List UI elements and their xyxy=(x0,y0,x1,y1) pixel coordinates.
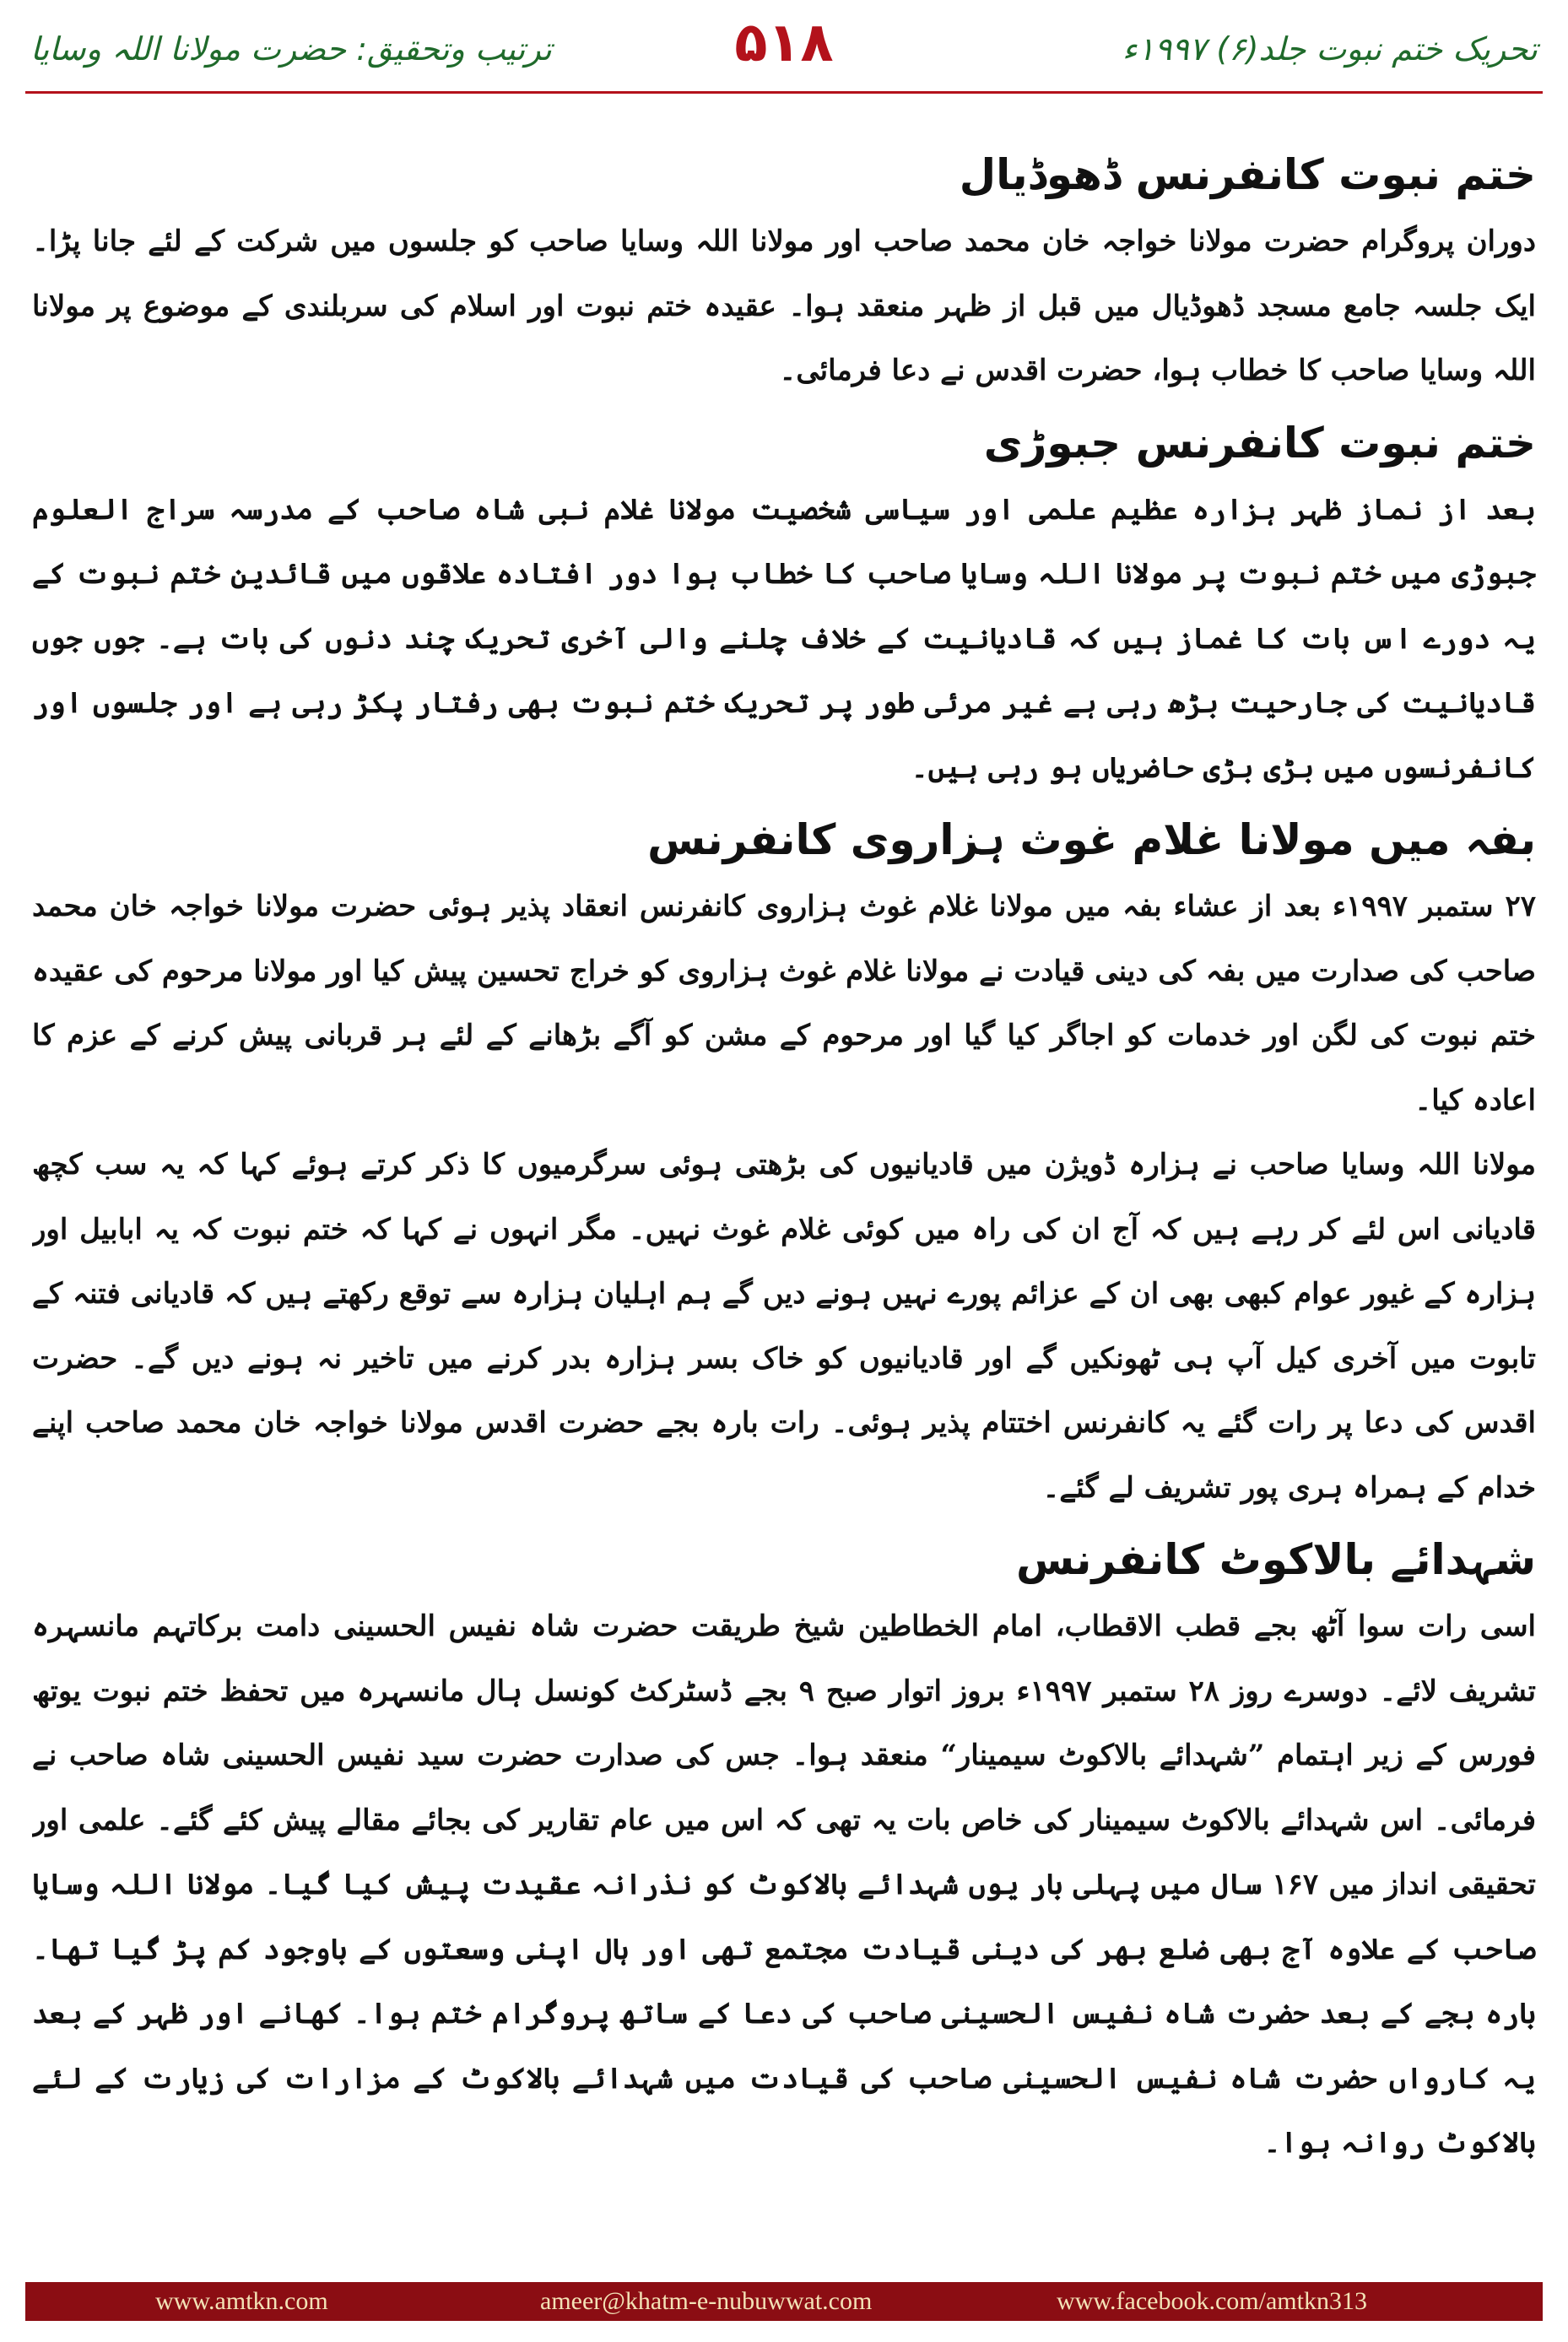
paragraph: ۲۷ ستمبر ۱۹۹۷ء بعد از عشاء بفہ میں مولانا غلام غوث ہزاروی کانفرنس انعقاد پذیر ہوئی حضرت مولانا خواجہ خان محمد صاحب کی صدارت میں بفہ کی دینی قیادت نے مولانا غلام غوث ہزاروی کو خراج تحسین پیش کیا اور مولانا مرحوم کی عقیدہ ختم نبوت کی لگن اور خدمات کو اجاگر کیا گیا اور مرحوم کے مشن کو آگے بڑھانے کے لئے ہر قربانی پیش کرنے کے عزم کا اعادہ کیا۔ xyxy=(32,890,1536,1117)
email-link[interactable]: ameer@khatm-e-nubuwwat.com xyxy=(540,2287,873,2315)
section-dhodial xyxy=(32,142,1536,403)
paragraph: دوران پروگرام حضرت مولانا خواجہ خان محمد صاحب اور مولانا اللہ وسایا صاحب کو جلسوں میں شرکت کے لئے جانا پڑا۔ ایک جلسہ جامع مسجد ڈھوڈیال میں قبل از ظہر منعقد ہوا۔ عقیدہ ختم نبوت اور اسلام کی سربلندی کے موضوع پر مولانا اللہ وسایا صاحب کا خطاب ہوا، حضرت اقدس نے دعا فرمائی۔ xyxy=(32,224,1536,387)
section-heading: ختم نبوت کانفرنس ڈھوڈیال xyxy=(959,150,1536,199)
section-heading: ختم نبوت کانفرنس جبوڑی xyxy=(983,418,1536,468)
section-balakot xyxy=(32,1527,1536,2176)
page-number: ۵۱۸ xyxy=(734,12,834,74)
page-footer xyxy=(0,2279,1568,2342)
section-heading: بفہ میں مولانا غلام غوث ہزاروی کانفرنس xyxy=(647,815,1536,864)
compiler-credit: ترتیب وتحقیق: حضرت مولانا اللہ وسایا xyxy=(30,30,552,68)
section-jaboori xyxy=(32,410,1536,801)
facebook-link[interactable]: www.facebook.com/amtkn313 xyxy=(1057,2287,1367,2315)
paragraph: اسی رات سوا آٹھ بجے قطب الاقطاب، امام الخطاطین شیخ طریقت حضرت شاہ نفیس الحسینی دامت برکاتہم مانسہرہ تشریف لائے۔ دوسرے روز ۲۸ ستمبر ۱۹۹۷ء بروز اتوار صبح ۹ بجے ڈسٹرکٹ کونسل ہال مانسہرہ میں تحفظ ختم نبوت یوتھ فورس کے زیر اہتمام ”شہدائے بالاکوٹ سیمینار“ منعقد ہوا۔ جس کی صدارت حضرت سید نفیس الحسینی شاہ صاحب نے فرمائی۔ اس شہدائے بالاکوٹ سیمینار کی خاص بات یہ تھی کہ اس میں عام تقاریر کی بجائے مقالے پیش کئے گئے۔ علمی اور تحقیقی انداز میں ۱۶۷ سال میں پہلی بار یوں شہدائے بالاکوٹ کو نذرانہ عقیدت پیش کیا گیا۔ مولانا اللہ وسایا صاحب کے علاوہ آج بھی ضلع بھر کی دینی قیادت مجتمع تھی اور ہال اپنی وسعتوں کے باوجود کم پڑ گیا تھا۔ بارہ بجے کے بعد حضرت شاہ نفیس الحسینی صاحب کی دعا کے ساتھ پروگرام ختم ہوا۔ کھانے اور ظہر کے بعد یہ کارواں حضرت شاہ نفیس الحسینی صاحب کی قیادت میں شہدائے بالاکوٹ کے مزارات کی زیارت کے لئے بالاکوٹ روانہ ہوا۔ xyxy=(32,1609,1536,2160)
paragraph: مولانا اللہ وسایا صاحب نے ہزارہ ڈویژن میں قادیانیوں کی بڑھتی ہوئی سرگرمیوں کا ذکر کرتے ہوئے کہا کہ یہ سب کچھ قادیانی اس لئے کر رہے ہیں کہ آج ان کی راہ میں کوئی غلام غوث نہیں۔ مگر انہوں نے کہا کہ ختم نبوت کہ یہ ابابیل اور ہزارہ کے غیور عوام کبھی بھی ان کے عزائم پورے نہیں ہونے دیں گے ہم اہلیان ہزارہ سے توقع رکھتے ہیں کہ قادیانی فتنہ کے تابوت میں آخری کیل آپ ہی ٹھونکیں گے اور قادیانیوں کو خاک بسر ہزارہ بدر کرنے میں تاخیر نہ ہونے دیں گے۔ حضرت اقدس کی دعا پر رات گئے یہ کانفرنس اختتام پذیر ہوئی۔ رات بارہ بجے حضرت اقدس مولانا خواجہ خان محمد صاحب اپنے خدام کے ہمراہ ہری پور تشریف لے گئے۔ xyxy=(32,1148,1536,1505)
book-title: تحریک ختم نبوت جلد(۶) ۱۹۹۷ء xyxy=(1122,30,1538,68)
page-header xyxy=(0,0,1568,103)
paragraph: بعد از نماز ظہر ہزارہ عظیم علمی اور سیاسی شخصیت مولانا غلام نبی شاہ صاحب کے مدرسہ سراج العلوم جبوڑی میں ختم نبوت پر مولانا اللہ وسایا صاحب کا خطاب ہوا دور افتادہ علاقوں میں قائدین ختم نبوت کے یہ دورے اس بات کا غماز ہیں کہ قادیانیت کے خلاف چلنے والی آخری تحریک چند دنوں کی بات ہے۔ جوں جوں قادیانیت کی جارحیت بڑھ رہی ہے غیر مرئی طور پر تحریک ختم نبوت بھی رفتار پکڑ رہی ہے اور جلسوں اور کانفرنسوں میں بڑی بڑی حاضریاں ہو رہی ہیں۔ xyxy=(32,492,1536,785)
header-divider xyxy=(25,91,1543,94)
section-heading: شہدائے بالاکوٹ کانفرنس xyxy=(1016,1535,1536,1584)
website-link[interactable]: www.amtkn.com xyxy=(155,2287,328,2315)
section-baffa xyxy=(32,807,1536,1520)
article-body xyxy=(32,135,1536,2262)
